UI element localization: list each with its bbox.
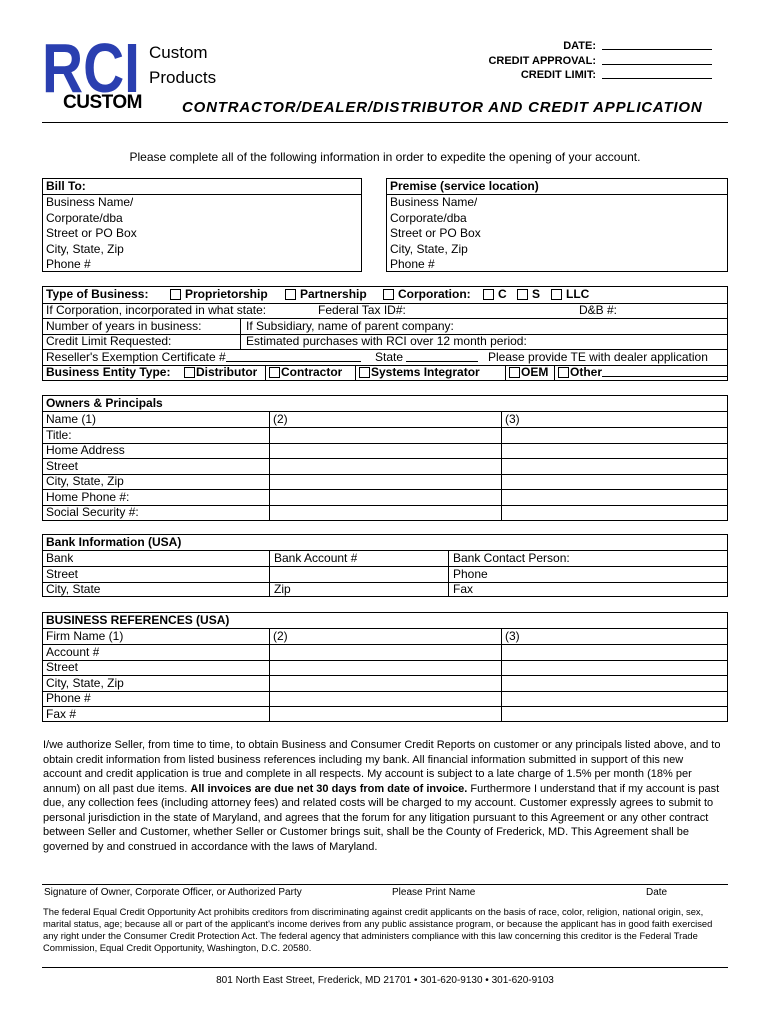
bank-name-field[interactable]: Bank [46, 551, 74, 565]
proprietorship-checkbox[interactable] [170, 289, 181, 300]
federal-tax-id-field[interactable]: Federal Tax ID#: [318, 303, 406, 317]
corp-llc-label: LLC [566, 287, 590, 301]
corporation-label: Corporation: [398, 287, 471, 301]
print-name-label: Please Print Name [392, 887, 476, 898]
contractor-label: Contractor [281, 365, 343, 379]
distributor-checkbox[interactable] [184, 367, 195, 378]
resellers-label: Reseller's Exemption Certificate # [46, 349, 226, 364]
owners-heading: Owners & Principals [46, 396, 163, 410]
business-type-box [42, 286, 728, 381]
parent-company-field[interactable]: If Subsidiary, name of parent company: [246, 318, 454, 333]
oem-label: OEM [521, 365, 549, 379]
state-field[interactable] [372, 350, 478, 366]
proprietorship-label: Proprietorship [185, 287, 268, 301]
bank-account-field[interactable]: Bank Account # [274, 551, 358, 565]
intro-text: Please complete all of the following information in order to expedite the opening of your account. [129, 150, 641, 164]
premise-city[interactable]: City, State, Zip [390, 241, 468, 256]
authorization-paragraph [43, 738, 723, 854]
corp-c-checkbox[interactable] [483, 289, 494, 300]
authorization-text-2: Furthermore I understand that if my account is past due, any collection fees (including attorney fees) and related costs will be charged to my account. Customer expressly agrees to submit to personal jurisdiction in the state of Maryland, and agrees that the forum for any litigation pursuant to this Agreement or any other contract between Seller and Customer, whether Seller or Customer brings suit, shall be the County of Frederick, MD. This Agreement shall be governed by and construed in accordance with the laws of Maryland. [43, 782, 720, 853]
corporation-option[interactable] [380, 287, 471, 303]
credit-limit-field[interactable] [521, 68, 712, 81]
bank-street-field[interactable]: Street [46, 566, 79, 581]
resellers-certificate-field[interactable] [43, 350, 361, 366]
other-option[interactable] [555, 365, 728, 381]
bank-heading: Bank Information (USA) [46, 535, 182, 549]
premise-phone[interactable]: Phone # [390, 257, 435, 271]
incorporated-state-field[interactable]: If Corporation, incorporated in what state: [46, 303, 267, 317]
premise-heading: Premise (service location) [390, 179, 539, 193]
ref-col-3[interactable]: (3) [505, 629, 520, 643]
years-in-business-field[interactable]: Number of years in business: [46, 318, 202, 333]
corp-s-label: S [532, 287, 541, 301]
state-label: State [375, 349, 404, 364]
contractor-checkbox[interactable] [269, 367, 280, 378]
corp-c-option[interactable] [480, 287, 507, 303]
premise-street[interactable]: Street or PO Box [390, 226, 481, 240]
corp-s-option[interactable] [514, 287, 540, 303]
proprietorship-option[interactable] [167, 287, 268, 303]
date-field[interactable] [563, 39, 712, 52]
owner-city-field[interactable]: City, State, Zip [46, 474, 124, 488]
other-label: Other [570, 365, 603, 379]
bank-zip-field[interactable]: Zip [274, 582, 291, 596]
brand-line-2: Products [149, 68, 217, 87]
owner-col-2[interactable]: (2) [273, 412, 288, 426]
references-box [42, 612, 728, 722]
other-line[interactable] [602, 365, 728, 377]
entity-type-label: Business Entity Type: [46, 365, 171, 379]
credit-limit-label: CREDIT LIMIT: [520, 69, 596, 81]
ref-firm-name-field[interactable]: Firm Name (1) [46, 629, 124, 643]
ref-col-2[interactable]: (2) [273, 629, 288, 643]
type-of-business-label: Type of Business: [46, 287, 149, 301]
form-title: CONTRACTOR/DEALER/DISTRIBUTOR AND CREDIT APPLICATION [182, 99, 703, 116]
corp-c-label: C [498, 287, 507, 301]
partnership-label: Partnership [300, 287, 367, 301]
bill-to-street[interactable]: Street or PO Box [46, 226, 137, 240]
bank-city-field[interactable]: City, State [46, 582, 101, 596]
bill-to-corporate[interactable]: Corporate/dba [46, 210, 123, 225]
systems-integrator-checkbox[interactable] [359, 367, 370, 378]
references-heading: BUSINESS REFERENCES (USA) [46, 613, 230, 627]
systems-integrator-label: Systems Integrator [371, 365, 480, 379]
corp-llc-option[interactable] [548, 287, 589, 303]
owner-home-address-field[interactable]: Home Address [46, 443, 125, 457]
ref-fax-field[interactable]: Fax # [46, 706, 77, 721]
ref-street-field[interactable]: Street [46, 660, 79, 674]
distributor-option[interactable] [181, 365, 257, 381]
bank-fax-field[interactable]: Fax [453, 582, 474, 596]
te-note: Please provide TE with dealer application [488, 349, 708, 364]
credit-limit-line[interactable] [602, 68, 712, 79]
owner-street-field[interactable]: Street [46, 458, 79, 473]
systems-integrator-option[interactable] [356, 365, 480, 381]
estimated-purchases-field[interactable]: Estimated purchases with RCI over 12 month period: [246, 334, 527, 348]
date-signature-label: Date [646, 887, 668, 898]
date-line[interactable] [602, 39, 712, 50]
bill-to-box [42, 178, 362, 272]
bank-phone-field[interactable]: Phone [453, 566, 488, 581]
dnb-field[interactable]: D&B #: [579, 303, 618, 317]
owner-name-field[interactable]: Name (1) [46, 412, 97, 426]
bank-box [42, 534, 728, 597]
credit-approval-field[interactable] [488, 54, 712, 67]
other-checkbox[interactable] [558, 367, 569, 378]
resellers-line[interactable] [226, 350, 361, 362]
owners-box [42, 395, 728, 521]
oem-option[interactable] [506, 365, 548, 381]
footer-address: 801 North East Street, Frederick, MD 21701 • 301-620-9130 • 301-620-9103 [216, 975, 554, 986]
premise-box [386, 178, 728, 272]
header-divider [42, 122, 728, 123]
authorization-text-1: I/we authorize Seller, from time to time, to obtain Business and Consumer Credit Reports on customer or any principals listed above, and to obtain credit information from listed business references including my bank. All financial information submitted in support of this new account and credit application is true and complete in all respects. My account is subject to a late charge of 1.5% per month (18% per annum) on all past due items. [43, 739, 721, 795]
divider [240, 319, 241, 335]
partnership-checkbox[interactable] [285, 289, 296, 300]
ecoa-notice: The federal Equal Credit Opportunity Act prohibits creditors from discriminating against credit applicants on the basis of race, color, religion, national origin, sex, marital status, age; because all or part of the applicant's income derives from any public assistance program, or because the applicant has in good faith exercised any right under the Consumer Credit Protection Act. The federal agency that administers compliance with this law concerning this creditor is the Federal Trade Commission, Equal Credit Opportunity, Washington, D.C. 20580. [43, 906, 713, 953]
premise-business-name[interactable]: Business Name/ [390, 195, 478, 209]
rci-logo [42, 34, 140, 94]
credit-limit-requested-field[interactable]: Credit Limit Requested: [46, 334, 172, 348]
corp-llc-checkbox[interactable] [551, 289, 562, 300]
bill-to-heading: Bill To: [46, 179, 86, 193]
logo-custom-text: CUSTOM [63, 92, 142, 113]
brand-line-1: Custom [149, 43, 208, 62]
authorization-bold: All invoices are due net 30 days from date of invoice. [190, 782, 468, 795]
ref-account-field[interactable]: Account # [46, 644, 100, 659]
owner-home-phone-field[interactable]: Home Phone #: [46, 489, 130, 504]
ref-phone-field[interactable]: Phone # [46, 691, 91, 705]
partnership-option[interactable] [282, 287, 367, 303]
premise-corporate[interactable]: Corporate/dba [390, 210, 467, 225]
oem-checkbox[interactable] [509, 367, 520, 378]
bill-to-phone[interactable]: Phone # [46, 257, 91, 271]
corp-s-checkbox[interactable] [517, 289, 528, 300]
date-label: DATE: [563, 40, 596, 52]
contractor-option[interactable] [266, 365, 342, 381]
bill-to-business-name[interactable]: Business Name/ [46, 195, 134, 209]
distributor-label: Distributor [196, 365, 258, 379]
divider [240, 334, 241, 350]
credit-approval-label: CREDIT APPROVAL: [488, 55, 596, 67]
credit-approval-line[interactable] [602, 54, 712, 65]
signature-line[interactable] [42, 884, 728, 885]
bank-contact-field[interactable]: Bank Contact Person: [453, 551, 570, 565]
owner-title-field[interactable]: Title: [46, 427, 72, 442]
state-line[interactable] [406, 350, 478, 362]
ref-city-field[interactable]: City, State, Zip [46, 675, 124, 690]
signature-label: Signature of Owner, Corporate Officer, or Authorized Party [44, 887, 302, 898]
owner-ssn-field[interactable]: Social Security #: [46, 505, 139, 519]
corporation-checkbox[interactable] [383, 289, 394, 300]
logo-rci-text: RCI [42, 34, 140, 94]
footer-divider [42, 967, 728, 968]
owner-col-3[interactable]: (3) [505, 412, 520, 426]
bill-to-city[interactable]: City, State, Zip [46, 241, 124, 256]
